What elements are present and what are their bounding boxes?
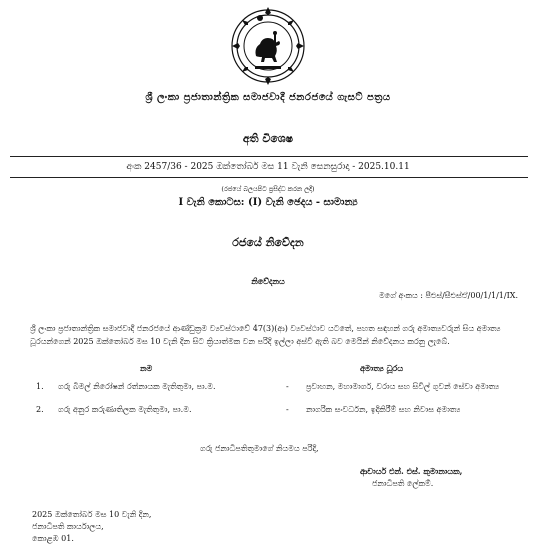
issue-rule: [10, 177, 528, 178]
signatory-title: ජනාධිපති ලේකම්.: [372, 479, 434, 488]
table-row-name: ගරු බිමල් නිරෝෂන් රත්නායක මැතිතුමා, පා.ම.: [58, 382, 216, 391]
table-row-name: ගරු අනුර කරුණාතිලක මැතිතුමා, පා.ම.: [58, 405, 192, 414]
section-title: රජයේ නිවේදන: [232, 236, 304, 249]
notice-heading: නිවේදනය: [251, 276, 285, 286]
top-rule: [10, 156, 528, 157]
issue-line: අංක 2457/36 - 2025 ඔක්තෝබර් මස 11 වැනි සෙනසුරාදා - 2025.10.11: [126, 162, 410, 172]
table-row-dash: -: [286, 382, 289, 391]
notice-body: ශ්‍රී ලංකා ප්‍රජාතාන්ත්‍රික සමාජවාදී ජනරජයේ ආණ්ඩුක්‍රම ව්‍යවස්ථාවේ 47(3)(ආ) ව්‍යවස්ථාව යටතේ, පහත සඳහන් ගරු අමාත්‍යවරුන් සිය අමාත්‍ය ධූරයන්ගෙන් 2025 ඔක්තෝබර් මස 10 වැනි දින සිට ක්‍රියාත්මක වන පරිදි ඉල්ලා අස්වී ඇති බව මෙයින් නිවේදනය කරනු ලැබේ.: [30, 324, 501, 346]
footer-place: කොළඹ 01.: [32, 534, 74, 543]
column-header-name: නම: [140, 363, 153, 373]
column-header-office: අමාත්‍ය ධූරය: [360, 363, 404, 373]
part-title: I වැනි කොටස: (I) වැනි ඡෙදය - සාමාන්‍ය: [178, 197, 358, 208]
table-row-number: 1.: [36, 382, 44, 391]
extraordinary-label: අති විශෙෂ: [242, 132, 294, 145]
reference-number: මගේ අංකය : පීඑස්/සීඑස්ඒ/00/1/1/1/IX.: [379, 291, 518, 300]
by-command-line: ගරු ජනාධිපතිතුමාගේ නියමය පරිදි,: [200, 444, 319, 453]
table-row-number: 2.: [36, 405, 44, 414]
gazette-title: ශ්‍රී ලංකා ප්‍රජාතාන්ත්‍රික සමාජවාදී ජනරජයේ ගැසට් පත්‍රය: [145, 92, 391, 103]
registration-note: (රජයේ බලයපිට ප්‍රසිද්ධ කරන ලදී): [221, 185, 315, 193]
state-emblem-icon: [228, 4, 308, 90]
table-row-office: නාගරික සංවර්ධන, ඉදිකිරීම් සහ නිවාස අමාත්‍ය: [306, 405, 461, 414]
signatory-name: ආචාර්ය එන්. එස්. කුමානායක,: [360, 466, 463, 476]
footer-date: 2025 ඔක්තෝබර් මස 10 වැනි දින,: [32, 510, 152, 519]
table-row-dash: -: [286, 405, 289, 414]
table-row-office: ප්‍රවාහන, මහාමාර්ග, වරාය සහ සිවිල් ගුවන් සේවා අමාත්‍ය: [306, 382, 500, 391]
footer-office: ජනාධිපති කාර්යාලය,: [32, 522, 104, 531]
